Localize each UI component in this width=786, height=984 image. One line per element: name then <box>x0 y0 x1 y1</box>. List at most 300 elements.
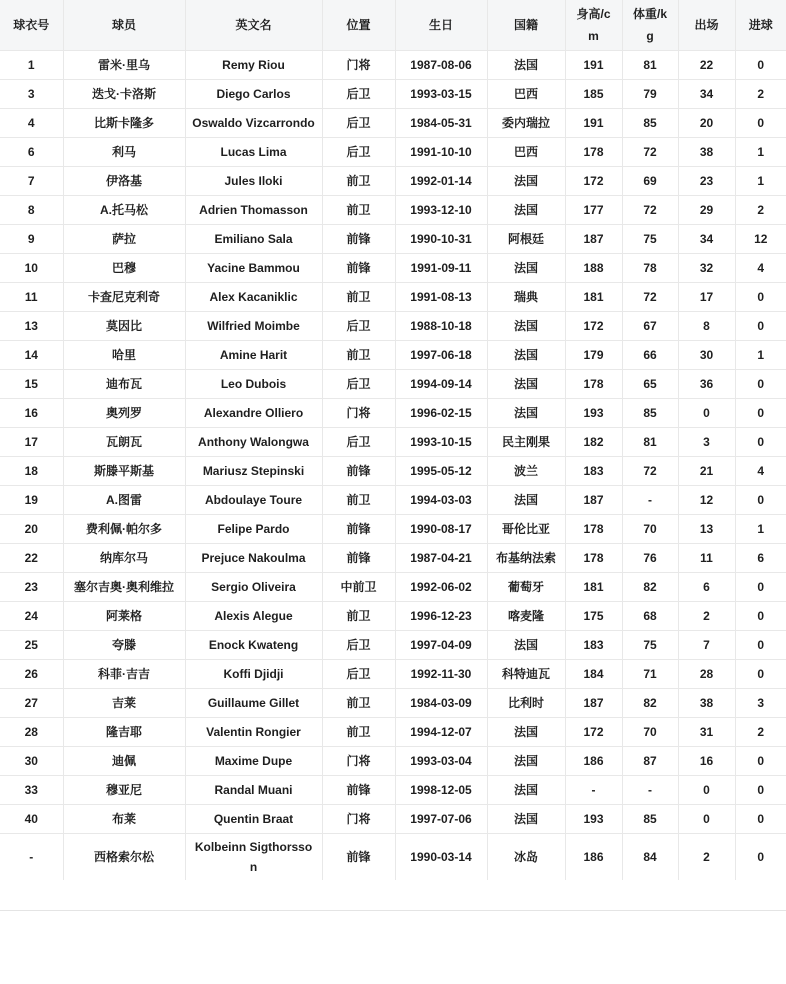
cell-height: 172 <box>565 312 622 341</box>
cell-player-name-cn: 利马 <box>63 138 185 167</box>
cell-height: 178 <box>565 515 622 544</box>
cell-weight: 68 <box>622 602 678 631</box>
cell-weight: 72 <box>622 457 678 486</box>
cell-player-name-cn: 比斯卡隆多 <box>63 109 185 138</box>
cell-nationality: 法国 <box>487 631 565 660</box>
cell-birthday: 1984-05-31 <box>395 109 487 138</box>
cell-appearances: 2 <box>678 602 735 631</box>
column-header-position <box>322 0 395 51</box>
cell-goals: 0 <box>735 399 786 428</box>
cell-player-name-en: Abdoulaye Toure <box>185 486 322 515</box>
cell-height: 186 <box>565 834 622 881</box>
cell-position: 前卫 <box>322 689 395 718</box>
cell-goals: 0 <box>735 486 786 515</box>
column-header-jersey-number <box>0 0 63 51</box>
cell-height: 193 <box>565 399 622 428</box>
cell-position: 前锋 <box>322 515 395 544</box>
cell-weight: 70 <box>622 718 678 747</box>
cell-nationality: 喀麦隆 <box>487 602 565 631</box>
cell-birthday: 1990-10-31 <box>395 225 487 254</box>
cell-nationality: 法国 <box>487 486 565 515</box>
cell-weight: 79 <box>622 80 678 109</box>
table-row <box>0 312 786 341</box>
cell-jersey-number: 24 <box>0 602 63 631</box>
column-header-label: 进球 <box>748 18 773 32</box>
table-header <box>0 0 786 51</box>
cell-jersey-number: 6 <box>0 138 63 167</box>
cell-appearances: 6 <box>678 573 735 602</box>
cell-nationality: 法国 <box>487 370 565 399</box>
cell-weight: 82 <box>622 573 678 602</box>
cell-goals: 6 <box>735 544 786 573</box>
column-header-label: 体重/kg <box>632 7 667 43</box>
cell-player-name-en: Felipe Pardo <box>185 515 322 544</box>
table-row <box>0 51 786 80</box>
table-row <box>0 834 786 881</box>
cell-nationality: 法国 <box>487 399 565 428</box>
cell-jersey-number: 27 <box>0 689 63 718</box>
cell-player-name-cn: 阿莱格 <box>63 602 185 631</box>
cell-height: 188 <box>565 254 622 283</box>
cell-appearances: 20 <box>678 109 735 138</box>
cell-nationality: 法国 <box>487 776 565 805</box>
table-row <box>0 167 786 196</box>
cell-player-name-en: Lucas Lima <box>185 138 322 167</box>
cell-player-name-cn: 纳库尔马 <box>63 544 185 573</box>
column-header-goals <box>735 0 786 51</box>
table-body <box>0 51 786 881</box>
cell-jersey-number: 19 <box>0 486 63 515</box>
cell-position: 后卫 <box>322 660 395 689</box>
cell-jersey-number: 10 <box>0 254 63 283</box>
cell-position: 前锋 <box>322 457 395 486</box>
cell-jersey-number: 30 <box>0 747 63 776</box>
cell-birthday: 1987-04-21 <box>395 544 487 573</box>
cell-appearances: 2 <box>678 834 735 881</box>
cell-nationality: 委内瑞拉 <box>487 109 565 138</box>
cell-height: 185 <box>565 80 622 109</box>
cell-goals: 0 <box>735 834 786 881</box>
cell-appearances: 32 <box>678 254 735 283</box>
cell-birthday: 1988-10-18 <box>395 312 487 341</box>
cell-height: 182 <box>565 428 622 457</box>
table-row <box>0 689 786 718</box>
cell-weight: 85 <box>622 399 678 428</box>
cell-nationality: 法国 <box>487 196 565 225</box>
cell-player-name-cn: 夸滕 <box>63 631 185 660</box>
table-row <box>0 109 786 138</box>
cell-nationality: 法国 <box>487 747 565 776</box>
cell-position: 门将 <box>322 399 395 428</box>
cell-player-name-cn: 隆吉耶 <box>63 718 185 747</box>
cell-appearances: 12 <box>678 486 735 515</box>
cell-nationality: 葡萄牙 <box>487 573 565 602</box>
cell-goals: 0 <box>735 312 786 341</box>
cell-position: 前卫 <box>322 196 395 225</box>
table-row <box>0 80 786 109</box>
cell-appearances: 16 <box>678 747 735 776</box>
cell-weight: 72 <box>622 196 678 225</box>
cell-jersey-number: 33 <box>0 776 63 805</box>
cell-position: 前卫 <box>322 283 395 312</box>
cell-birthday: 1997-04-09 <box>395 631 487 660</box>
cell-weight: 67 <box>622 312 678 341</box>
cell-player-name-en: Anthony Walongwa <box>185 428 322 457</box>
cell-appearances: 23 <box>678 167 735 196</box>
table-row <box>0 428 786 457</box>
cell-player-name-cn: A.图雷 <box>63 486 185 515</box>
column-header-label: 英文名 <box>235 18 272 32</box>
cell-position: 后卫 <box>322 138 395 167</box>
column-header-appearances <box>678 0 735 51</box>
cell-height: 187 <box>565 689 622 718</box>
cell-position: 前锋 <box>322 225 395 254</box>
cell-birthday: 1993-12-10 <box>395 196 487 225</box>
cell-player-name-en: Prejuce Nakoulma <box>185 544 322 573</box>
cell-player-name-en: Randal Muani <box>185 776 322 805</box>
cell-nationality: 法国 <box>487 51 565 80</box>
cell-player-name-cn: 塞尔吉奥·奥利维拉 <box>63 573 185 602</box>
cell-player-name-en: Quentin Braat <box>185 805 322 834</box>
column-header-label: 位置 <box>346 18 371 32</box>
cell-nationality: 法国 <box>487 718 565 747</box>
cell-position: 中前卫 <box>322 573 395 602</box>
cell-player-name-en: Kolbeinn Sigthorsson <box>185 834 322 881</box>
cell-jersey-number: 16 <box>0 399 63 428</box>
cell-birthday: 1995-05-12 <box>395 457 487 486</box>
cell-nationality: 巴西 <box>487 138 565 167</box>
cell-goals: 2 <box>735 196 786 225</box>
cell-position: 前卫 <box>322 167 395 196</box>
cell-height: 187 <box>565 225 622 254</box>
cell-position: 前锋 <box>322 834 395 881</box>
cell-position: 后卫 <box>322 370 395 399</box>
cell-jersey-number: 20 <box>0 515 63 544</box>
table-row <box>0 486 786 515</box>
cell-player-name-cn: 瓦朗瓦 <box>63 428 185 457</box>
column-header-label: 球衣号 <box>13 18 50 32</box>
cell-jersey-number: 22 <box>0 544 63 573</box>
header-row <box>0 0 786 51</box>
cell-jersey-number: 1 <box>0 51 63 80</box>
cell-player-name-en: Koffi Djidji <box>185 660 322 689</box>
column-header-player-name-en <box>185 0 322 51</box>
cell-weight: 70 <box>622 515 678 544</box>
cell-player-name-en: Amine Harit <box>185 341 322 370</box>
cell-birthday: 1993-10-15 <box>395 428 487 457</box>
cell-player-name-cn: 卡查尼克利奇 <box>63 283 185 312</box>
cell-player-name-cn: A.托马松 <box>63 196 185 225</box>
cell-birthday: 1991-08-13 <box>395 283 487 312</box>
cell-birthday: 1991-09-11 <box>395 254 487 283</box>
cell-goals: 1 <box>735 167 786 196</box>
cell-weight: 82 <box>622 689 678 718</box>
cell-height: 184 <box>565 660 622 689</box>
cell-appearances: 38 <box>678 138 735 167</box>
cell-jersey-number: 14 <box>0 341 63 370</box>
cell-player-name-cn: 迪佩 <box>63 747 185 776</box>
cell-birthday: 1994-09-14 <box>395 370 487 399</box>
cell-position: 前卫 <box>322 341 395 370</box>
cell-nationality: 布基纳法索 <box>487 544 565 573</box>
cell-goals: 1 <box>735 341 786 370</box>
cell-weight: 78 <box>622 254 678 283</box>
cell-player-name-cn: 布莱 <box>63 805 185 834</box>
cell-player-name-cn: 西格索尔松 <box>63 834 185 881</box>
cell-position: 门将 <box>322 51 395 80</box>
cell-goals: 0 <box>735 660 786 689</box>
cell-jersey-number: 23 <box>0 573 63 602</box>
cell-player-name-en: Enock Kwateng <box>185 631 322 660</box>
cell-height: 178 <box>565 370 622 399</box>
cell-height: - <box>565 776 622 805</box>
cell-weight: 69 <box>622 167 678 196</box>
cell-jersey-number: 15 <box>0 370 63 399</box>
cell-player-name-en: Jules Iloki <box>185 167 322 196</box>
cell-birthday: 1996-02-15 <box>395 399 487 428</box>
table-row <box>0 254 786 283</box>
cell-height: 193 <box>565 805 622 834</box>
cell-appearances: 21 <box>678 457 735 486</box>
table-row <box>0 370 786 399</box>
cell-jersey-number: 8 <box>0 196 63 225</box>
cell-height: 187 <box>565 486 622 515</box>
cell-appearances: 17 <box>678 283 735 312</box>
cell-jersey-number: 26 <box>0 660 63 689</box>
cell-goals: 0 <box>735 109 786 138</box>
cell-goals: 2 <box>735 718 786 747</box>
cell-jersey-number: 18 <box>0 457 63 486</box>
table-row <box>0 515 786 544</box>
column-header-label: 国籍 <box>513 18 538 32</box>
cell-nationality: 法国 <box>487 254 565 283</box>
cell-appearances: 36 <box>678 370 735 399</box>
column-header-nationality <box>487 0 565 51</box>
cell-jersey-number: 3 <box>0 80 63 109</box>
cell-player-name-en: Oswaldo Vizcarrondo <box>185 109 322 138</box>
cell-position: 后卫 <box>322 80 395 109</box>
cell-weight: 76 <box>622 544 678 573</box>
cell-weight: 71 <box>622 660 678 689</box>
cell-jersey-number: - <box>0 834 63 881</box>
cell-weight: 84 <box>622 834 678 881</box>
cell-nationality: 波兰 <box>487 457 565 486</box>
cell-position: 前锋 <box>322 254 395 283</box>
cell-appearances: 0 <box>678 399 735 428</box>
cell-goals: 0 <box>735 51 786 80</box>
cell-nationality: 法国 <box>487 805 565 834</box>
cell-nationality: 法国 <box>487 312 565 341</box>
cell-player-name-cn: 巴穆 <box>63 254 185 283</box>
cell-birthday: 1994-12-07 <box>395 718 487 747</box>
cell-goals: 1 <box>735 515 786 544</box>
cell-player-name-en: Wilfried Moimbe <box>185 312 322 341</box>
cell-player-name-en: Diego Carlos <box>185 80 322 109</box>
cell-player-name-en: Leo Dubois <box>185 370 322 399</box>
cell-height: 183 <box>565 631 622 660</box>
cell-player-name-en: Alex Kacaniklic <box>185 283 322 312</box>
cell-weight: 85 <box>622 109 678 138</box>
cell-player-name-en: Maxime Dupe <box>185 747 322 776</box>
below-table-gap <box>0 880 786 910</box>
cell-weight: 72 <box>622 138 678 167</box>
table-row <box>0 283 786 312</box>
column-header-label: 生日 <box>428 18 453 32</box>
table-row <box>0 718 786 747</box>
cell-appearances: 22 <box>678 51 735 80</box>
cell-nationality: 法国 <box>487 167 565 196</box>
column-header-height <box>565 0 622 51</box>
cell-appearances: 34 <box>678 80 735 109</box>
cell-weight: 87 <box>622 747 678 776</box>
cell-height: 179 <box>565 341 622 370</box>
cell-weight: - <box>622 486 678 515</box>
cell-birthday: 1997-06-18 <box>395 341 487 370</box>
cell-appearances: 31 <box>678 718 735 747</box>
cell-position: 门将 <box>322 805 395 834</box>
cell-appearances: 0 <box>678 805 735 834</box>
cell-player-name-en: Sergio Oliveira <box>185 573 322 602</box>
cell-player-name-en: Valentin Rongier <box>185 718 322 747</box>
cell-birthday: 1992-06-02 <box>395 573 487 602</box>
cell-player-name-cn: 斯滕平斯基 <box>63 457 185 486</box>
cell-player-name-cn: 萨拉 <box>63 225 185 254</box>
cell-nationality: 哥伦比亚 <box>487 515 565 544</box>
cell-appearances: 29 <box>678 196 735 225</box>
cell-height: 191 <box>565 51 622 80</box>
cell-player-name-en: Adrien Thomasson <box>185 196 322 225</box>
cell-height: 183 <box>565 457 622 486</box>
cell-jersey-number: 25 <box>0 631 63 660</box>
column-header-label: 身高/cm <box>576 7 611 43</box>
cell-player-name-cn: 伊洛基 <box>63 167 185 196</box>
table-row <box>0 776 786 805</box>
cell-goals: 4 <box>735 254 786 283</box>
cell-player-name-cn: 费利佩·帕尔多 <box>63 515 185 544</box>
cell-height: 178 <box>565 544 622 573</box>
cell-weight: 81 <box>622 428 678 457</box>
cell-nationality: 科特迪瓦 <box>487 660 565 689</box>
cell-player-name-en: Mariusz Stepinski <box>185 457 322 486</box>
cell-position: 后卫 <box>322 428 395 457</box>
cell-jersey-number: 28 <box>0 718 63 747</box>
cell-birthday: 1987-08-06 <box>395 51 487 80</box>
column-header-label: 球员 <box>111 18 136 32</box>
table-row <box>0 660 786 689</box>
table-row <box>0 602 786 631</box>
cell-jersey-number: 11 <box>0 283 63 312</box>
cell-height: 172 <box>565 167 622 196</box>
cell-jersey-number: 13 <box>0 312 63 341</box>
cell-player-name-cn: 穆亚尼 <box>63 776 185 805</box>
cell-position: 前锋 <box>322 776 395 805</box>
cell-goals: 0 <box>735 747 786 776</box>
column-header-birthday <box>395 0 487 51</box>
cell-weight: 75 <box>622 225 678 254</box>
cell-position: 前卫 <box>322 486 395 515</box>
cell-weight: 75 <box>622 631 678 660</box>
cell-birthday: 1998-12-05 <box>395 776 487 805</box>
cell-player-name-en: Remy Riou <box>185 51 322 80</box>
cell-appearances: 38 <box>678 689 735 718</box>
cell-player-name-cn: 奥列罗 <box>63 399 185 428</box>
cell-appearances: 34 <box>678 225 735 254</box>
cell-height: 177 <box>565 196 622 225</box>
cell-player-name-cn: 科菲·吉吉 <box>63 660 185 689</box>
cell-weight: 81 <box>622 51 678 80</box>
cell-player-name-cn: 莫因比 <box>63 312 185 341</box>
cell-nationality: 瑞典 <box>487 283 565 312</box>
cell-position: 前锋 <box>322 544 395 573</box>
table-row <box>0 457 786 486</box>
cell-jersey-number: 4 <box>0 109 63 138</box>
cell-position: 后卫 <box>322 312 395 341</box>
cell-player-name-cn: 迭戈·卡洛斯 <box>63 80 185 109</box>
cell-height: 191 <box>565 109 622 138</box>
cell-nationality: 阿根廷 <box>487 225 565 254</box>
table-row <box>0 544 786 573</box>
table-row <box>0 225 786 254</box>
cell-birthday: 1990-08-17 <box>395 515 487 544</box>
cell-jersey-number: 9 <box>0 225 63 254</box>
cell-birthday: 1990-03-14 <box>395 834 487 881</box>
cell-weight: 66 <box>622 341 678 370</box>
cell-goals: 0 <box>735 776 786 805</box>
cell-birthday: 1993-03-15 <box>395 80 487 109</box>
cell-birthday: 1994-03-03 <box>395 486 487 515</box>
cell-birthday: 1984-03-09 <box>395 689 487 718</box>
table-row <box>0 631 786 660</box>
cell-appearances: 13 <box>678 515 735 544</box>
cell-position: 前卫 <box>322 718 395 747</box>
cell-height: 186 <box>565 747 622 776</box>
cell-position: 门将 <box>322 747 395 776</box>
cell-birthday: 1991-10-10 <box>395 138 487 167</box>
cell-weight: 72 <box>622 283 678 312</box>
table-row <box>0 138 786 167</box>
cell-nationality: 冰岛 <box>487 834 565 881</box>
cell-appearances: 3 <box>678 428 735 457</box>
cell-weight: - <box>622 776 678 805</box>
cell-player-name-en: Alexis Alegue <box>185 602 322 631</box>
table-row <box>0 196 786 225</box>
cell-appearances: 8 <box>678 312 735 341</box>
column-header-label: 出场 <box>694 18 719 32</box>
table-row <box>0 747 786 776</box>
cell-goals: 12 <box>735 225 786 254</box>
cell-player-name-en: Yacine Bammou <box>185 254 322 283</box>
cell-position: 后卫 <box>322 109 395 138</box>
cell-nationality: 巴西 <box>487 80 565 109</box>
cell-birthday: 1997-07-06 <box>395 805 487 834</box>
cell-nationality: 比利时 <box>487 689 565 718</box>
cell-position: 后卫 <box>322 631 395 660</box>
cell-goals: 0 <box>735 805 786 834</box>
cell-birthday: 1992-01-14 <box>395 167 487 196</box>
cell-jersey-number: 40 <box>0 805 63 834</box>
cell-player-name-en: Emiliano Sala <box>185 225 322 254</box>
cell-player-name-cn: 雷米·里乌 <box>63 51 185 80</box>
cell-player-name-cn: 哈里 <box>63 341 185 370</box>
cell-goals: 0 <box>735 602 786 631</box>
cell-position: 前卫 <box>322 602 395 631</box>
table-row <box>0 805 786 834</box>
table-row <box>0 573 786 602</box>
cell-nationality: 法国 <box>487 341 565 370</box>
cell-jersey-number: 17 <box>0 428 63 457</box>
cell-birthday: 1992-11-30 <box>395 660 487 689</box>
cell-birthday: 1993-03-04 <box>395 747 487 776</box>
